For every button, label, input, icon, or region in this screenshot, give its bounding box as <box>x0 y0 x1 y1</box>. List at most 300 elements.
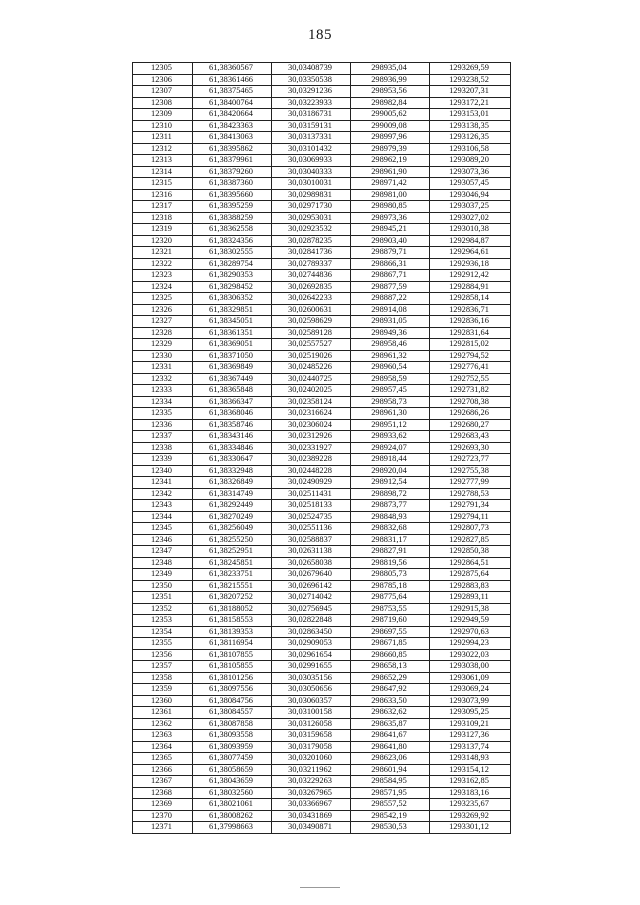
latitude-cell: 61,38207252 <box>193 592 272 604</box>
y-coordinate-cell: 1293269,92 <box>430 810 511 822</box>
longitude-cell: 30,03100158 <box>272 707 351 719</box>
latitude-cell: 61,38289754 <box>193 258 272 270</box>
longitude-cell: 30,03010031 <box>272 178 351 190</box>
point-number-cell: 12339 <box>133 454 193 466</box>
point-number-cell: 12338 <box>133 442 193 454</box>
latitude-cell: 61,38256049 <box>193 523 272 535</box>
longitude-cell: 30,03060357 <box>272 695 351 707</box>
latitude-cell: 61,38334846 <box>193 442 272 454</box>
table-row <box>133 178 511 190</box>
table-row <box>133 293 511 305</box>
table-row <box>133 546 511 558</box>
longitude-cell: 30,02518133 <box>272 500 351 512</box>
point-number-cell: 12329 <box>133 339 193 351</box>
latitude-cell: 61,38302555 <box>193 247 272 259</box>
longitude-cell: 30,02878235 <box>272 235 351 247</box>
y-coordinate-cell: 1292791,34 <box>430 500 511 512</box>
longitude-cell: 30,03035156 <box>272 672 351 684</box>
longitude-cell: 30,03101432 <box>272 143 351 155</box>
y-coordinate-cell: 1292827,85 <box>430 534 511 546</box>
longitude-cell: 30,02589128 <box>272 327 351 339</box>
longitude-cell: 30,02312926 <box>272 431 351 443</box>
latitude-cell: 61,38361351 <box>193 327 272 339</box>
x-coordinate-cell: 298962,19 <box>351 155 430 167</box>
latitude-cell: 61,38387360 <box>193 178 272 190</box>
point-number-cell: 12330 <box>133 350 193 362</box>
point-number-cell: 12310 <box>133 120 193 132</box>
x-coordinate-cell: 298935,04 <box>351 63 430 75</box>
x-coordinate-cell: 298958,59 <box>351 373 430 385</box>
table-row <box>133 626 511 638</box>
x-coordinate-cell: 298973,36 <box>351 212 430 224</box>
table-row <box>133 776 511 788</box>
latitude-cell: 61,38139353 <box>193 626 272 638</box>
point-number-cell: 12320 <box>133 235 193 247</box>
point-number-cell: 12323 <box>133 270 193 282</box>
point-number-cell: 12307 <box>133 86 193 98</box>
y-coordinate-cell: 1292850,38 <box>430 546 511 558</box>
point-number-cell: 12362 <box>133 718 193 730</box>
y-coordinate-cell: 1292686,26 <box>430 408 511 420</box>
longitude-cell: 30,02389228 <box>272 454 351 466</box>
y-coordinate-cell: 1293269,59 <box>430 63 511 75</box>
latitude-cell: 61,38245851 <box>193 557 272 569</box>
table-row <box>133 534 511 546</box>
latitude-cell: 61,38379961 <box>193 155 272 167</box>
latitude-cell: 61,38292449 <box>193 500 272 512</box>
table-row <box>133 557 511 569</box>
table-row <box>133 155 511 167</box>
latitude-cell: 61,38420664 <box>193 109 272 121</box>
latitude-cell: 61,38008262 <box>193 810 272 822</box>
x-coordinate-cell: 298912,54 <box>351 477 430 489</box>
point-number-cell: 12341 <box>133 477 193 489</box>
y-coordinate-cell: 1293301,12 <box>430 822 511 834</box>
table-row <box>133 615 511 627</box>
y-coordinate-cell: 1292893,11 <box>430 592 511 604</box>
table-row <box>133 120 511 132</box>
point-number-cell: 12352 <box>133 603 193 615</box>
table-row <box>133 787 511 799</box>
latitude-cell: 61,38298452 <box>193 281 272 293</box>
table-row <box>133 431 511 443</box>
x-coordinate-cell: 298887,22 <box>351 293 430 305</box>
y-coordinate-cell: 1293061,09 <box>430 672 511 684</box>
point-number-cell: 12325 <box>133 293 193 305</box>
longitude-cell: 30,02679640 <box>272 569 351 581</box>
longitude-cell: 30,02358124 <box>272 396 351 408</box>
longitude-cell: 30,02642233 <box>272 293 351 305</box>
table-row <box>133 649 511 661</box>
point-number-cell: 12327 <box>133 316 193 328</box>
point-number-cell: 12314 <box>133 166 193 178</box>
latitude-cell: 61,38233751 <box>193 569 272 581</box>
y-coordinate-cell: 1293126,35 <box>430 132 511 144</box>
y-coordinate-cell: 1293127,36 <box>430 730 511 742</box>
y-coordinate-cell: 1293069,24 <box>430 684 511 696</box>
x-coordinate-cell: 298961,90 <box>351 166 430 178</box>
x-coordinate-cell: 298957,45 <box>351 385 430 397</box>
y-coordinate-cell: 1293154,12 <box>430 764 511 776</box>
latitude-cell: 61,38087858 <box>193 718 272 730</box>
table-row <box>133 603 511 615</box>
point-number-cell: 12367 <box>133 776 193 788</box>
table-row <box>133 638 511 650</box>
y-coordinate-cell: 1293095,25 <box>430 707 511 719</box>
table-row <box>133 270 511 282</box>
table-row <box>133 339 511 351</box>
longitude-cell: 30,02923532 <box>272 224 351 236</box>
longitude-cell: 30,02598629 <box>272 316 351 328</box>
y-coordinate-cell: 1293046,94 <box>430 189 511 201</box>
table-row <box>133 569 511 581</box>
y-coordinate-cell: 1293172,21 <box>430 97 511 109</box>
y-coordinate-cell: 1293207,31 <box>430 86 511 98</box>
x-coordinate-cell: 298951,12 <box>351 419 430 431</box>
longitude-cell: 30,03366967 <box>272 799 351 811</box>
latitude-cell: 61,38306352 <box>193 293 272 305</box>
table-row <box>133 511 511 523</box>
y-coordinate-cell: 1293073,36 <box>430 166 511 178</box>
y-coordinate-cell: 1293057,45 <box>430 178 511 190</box>
x-coordinate-cell: 298832,68 <box>351 523 430 535</box>
y-coordinate-cell: 1292794,11 <box>430 511 511 523</box>
table-row <box>133 235 511 247</box>
table-row <box>133 166 511 178</box>
y-coordinate-cell: 1293162,85 <box>430 776 511 788</box>
latitude-cell: 61,38371050 <box>193 350 272 362</box>
y-coordinate-cell: 1292836,16 <box>430 316 511 328</box>
latitude-cell: 61,38105855 <box>193 661 272 673</box>
x-coordinate-cell: 298623,06 <box>351 753 430 765</box>
point-number-cell: 12349 <box>133 569 193 581</box>
longitude-cell: 30,02744836 <box>272 270 351 282</box>
table-row <box>133 442 511 454</box>
y-coordinate-cell: 1292777,99 <box>430 477 511 489</box>
y-coordinate-cell: 1293022,03 <box>430 649 511 661</box>
latitude-cell: 61,38093558 <box>193 730 272 742</box>
longitude-cell: 30,02714042 <box>272 592 351 604</box>
longitude-cell: 30,02789337 <box>272 258 351 270</box>
latitude-cell: 61,38252951 <box>193 546 272 558</box>
table-row <box>133 74 511 86</box>
y-coordinate-cell: 1292693,30 <box>430 442 511 454</box>
x-coordinate-cell: 298641,67 <box>351 730 430 742</box>
longitude-cell: 30,02600631 <box>272 304 351 316</box>
point-number-cell: 12366 <box>133 764 193 776</box>
longitude-cell: 30,02448228 <box>272 465 351 477</box>
y-coordinate-cell: 1292994,23 <box>430 638 511 650</box>
table-row <box>133 143 511 155</box>
longitude-cell: 30,03350538 <box>272 74 351 86</box>
table-row <box>133 707 511 719</box>
page-number: 185 <box>308 27 332 43</box>
point-number-cell: 12343 <box>133 500 193 512</box>
y-coordinate-cell: 1292936,18 <box>430 258 511 270</box>
x-coordinate-cell: 298961,30 <box>351 408 430 420</box>
y-coordinate-cell: 1292970,63 <box>430 626 511 638</box>
point-number-cell: 12322 <box>133 258 193 270</box>
longitude-cell: 30,02485226 <box>272 362 351 374</box>
point-number-cell: 12353 <box>133 615 193 627</box>
y-coordinate-cell: 1292875,64 <box>430 569 511 581</box>
longitude-cell: 30,02909053 <box>272 638 351 650</box>
y-coordinate-cell: 1292949,59 <box>430 615 511 627</box>
table-row <box>133 385 511 397</box>
y-coordinate-cell: 1293183,16 <box>430 787 511 799</box>
y-coordinate-cell: 1292864,51 <box>430 557 511 569</box>
longitude-cell: 30,03229263 <box>272 776 351 788</box>
x-coordinate-cell: 298584,95 <box>351 776 430 788</box>
latitude-cell: 61,38215551 <box>193 580 272 592</box>
latitude-cell: 61,38116954 <box>193 638 272 650</box>
x-coordinate-cell: 298936,99 <box>351 74 430 86</box>
x-coordinate-cell: 298660,85 <box>351 649 430 661</box>
latitude-cell: 61,38362558 <box>193 224 272 236</box>
x-coordinate-cell: 298958,73 <box>351 396 430 408</box>
x-coordinate-cell: 298601,94 <box>351 764 430 776</box>
x-coordinate-cell: 299005,62 <box>351 109 430 121</box>
point-number-cell: 12361 <box>133 707 193 719</box>
table-row <box>133 212 511 224</box>
longitude-cell: 30,02524735 <box>272 511 351 523</box>
point-number-cell: 12306 <box>133 74 193 86</box>
longitude-cell: 30,02631138 <box>272 546 351 558</box>
y-coordinate-cell: 1293089,20 <box>430 155 511 167</box>
latitude-cell: 61,38388259 <box>193 212 272 224</box>
point-number-cell: 12337 <box>133 431 193 443</box>
x-coordinate-cell: 298924,07 <box>351 442 430 454</box>
latitude-cell: 61,38365848 <box>193 385 272 397</box>
longitude-cell: 30,03291236 <box>272 86 351 98</box>
x-coordinate-cell: 298945,21 <box>351 224 430 236</box>
table-row <box>133 362 511 374</box>
longitude-cell: 30,03431869 <box>272 810 351 822</box>
x-coordinate-cell: 298753,55 <box>351 603 430 615</box>
table-row <box>133 810 511 822</box>
x-coordinate-cell: 298827,91 <box>351 546 430 558</box>
latitude-cell: 61,38290353 <box>193 270 272 282</box>
x-coordinate-cell: 298971,42 <box>351 178 430 190</box>
table-row <box>133 684 511 696</box>
x-coordinate-cell: 298848,93 <box>351 511 430 523</box>
latitude-cell: 61,38395862 <box>193 143 272 155</box>
table-row <box>133 316 511 328</box>
longitude-cell: 30,02511431 <box>272 488 351 500</box>
table-row <box>133 63 511 75</box>
latitude-cell: 61,38368046 <box>193 408 272 420</box>
x-coordinate-cell: 298903,40 <box>351 235 430 247</box>
x-coordinate-cell: 298641,80 <box>351 741 430 753</box>
longitude-cell: 30,03137331 <box>272 132 351 144</box>
x-coordinate-cell: 298831,17 <box>351 534 430 546</box>
point-number-cell: 12370 <box>133 810 193 822</box>
longitude-cell: 30,02696142 <box>272 580 351 592</box>
latitude-cell: 61,38369849 <box>193 362 272 374</box>
y-coordinate-cell: 1292794,52 <box>430 350 511 362</box>
latitude-cell: 61,38329851 <box>193 304 272 316</box>
x-coordinate-cell: 298931,05 <box>351 316 430 328</box>
point-number-cell: 12345 <box>133 523 193 535</box>
point-number-cell: 12335 <box>133 408 193 420</box>
longitude-cell: 30,02331927 <box>272 442 351 454</box>
latitude-cell: 61,38077459 <box>193 753 272 765</box>
longitude-cell: 30,03201060 <box>272 753 351 765</box>
table-row <box>133 419 511 431</box>
y-coordinate-cell: 1293153,01 <box>430 109 511 121</box>
x-coordinate-cell: 298571,95 <box>351 787 430 799</box>
point-number-cell: 12321 <box>133 247 193 259</box>
point-number-cell: 12356 <box>133 649 193 661</box>
latitude-cell: 61,38043659 <box>193 776 272 788</box>
table-row <box>133 523 511 535</box>
y-coordinate-cell: 1292815,02 <box>430 339 511 351</box>
y-coordinate-cell: 1292776,41 <box>430 362 511 374</box>
table-row <box>133 224 511 236</box>
latitude-cell: 61,38021061 <box>193 799 272 811</box>
table-row <box>133 247 511 259</box>
x-coordinate-cell: 298873,77 <box>351 500 430 512</box>
table-row <box>133 718 511 730</box>
point-number-cell: 12316 <box>133 189 193 201</box>
table-row <box>133 500 511 512</box>
point-number-cell: 12326 <box>133 304 193 316</box>
table-row <box>133 488 511 500</box>
longitude-cell: 30,03069933 <box>272 155 351 167</box>
table-row <box>133 350 511 362</box>
longitude-cell: 30,03126058 <box>272 718 351 730</box>
table-row <box>133 741 511 753</box>
longitude-cell: 30,03490871 <box>272 822 351 834</box>
point-number-cell: 12369 <box>133 799 193 811</box>
y-coordinate-cell: 1292858,14 <box>430 293 511 305</box>
x-coordinate-cell: 298785,18 <box>351 580 430 592</box>
y-coordinate-cell: 1292964,61 <box>430 247 511 259</box>
longitude-cell: 30,02316624 <box>272 408 351 420</box>
y-coordinate-cell: 1293038,00 <box>430 661 511 673</box>
y-coordinate-cell: 1292680,27 <box>430 419 511 431</box>
x-coordinate-cell: 298918,44 <box>351 454 430 466</box>
x-coordinate-cell: 298719,60 <box>351 615 430 627</box>
point-number-cell: 12313 <box>133 155 193 167</box>
longitude-cell: 30,02440725 <box>272 373 351 385</box>
point-number-cell: 12317 <box>133 201 193 213</box>
coordinates-table <box>132 62 511 834</box>
table-row <box>133 592 511 604</box>
point-number-cell: 12355 <box>133 638 193 650</box>
latitude-cell: 61,37998663 <box>193 822 272 834</box>
x-coordinate-cell: 298530,53 <box>351 822 430 834</box>
y-coordinate-cell: 1293148,93 <box>430 753 511 765</box>
point-number-cell: 12354 <box>133 626 193 638</box>
latitude-cell: 61,38101256 <box>193 672 272 684</box>
table-row <box>133 465 511 477</box>
point-number-cell: 12319 <box>133 224 193 236</box>
latitude-cell: 61,38084557 <box>193 707 272 719</box>
table-row <box>133 672 511 684</box>
longitude-cell: 30,03179058 <box>272 741 351 753</box>
latitude-cell: 61,38107855 <box>193 649 272 661</box>
x-coordinate-cell: 298958,46 <box>351 339 430 351</box>
y-coordinate-cell: 1292752,55 <box>430 373 511 385</box>
x-coordinate-cell: 298632,62 <box>351 707 430 719</box>
point-number-cell: 12312 <box>133 143 193 155</box>
latitude-cell: 61,38369051 <box>193 339 272 351</box>
y-coordinate-cell: 1293138,35 <box>430 120 511 132</box>
x-coordinate-cell: 298557,52 <box>351 799 430 811</box>
point-number-cell: 12364 <box>133 741 193 753</box>
y-coordinate-cell: 1293106,58 <box>430 143 511 155</box>
longitude-cell: 30,03159131 <box>272 120 351 132</box>
latitude-cell: 61,38032560 <box>193 787 272 799</box>
point-number-cell: 12368 <box>133 787 193 799</box>
x-coordinate-cell: 298542,19 <box>351 810 430 822</box>
point-number-cell: 12344 <box>133 511 193 523</box>
y-coordinate-cell: 1292831,64 <box>430 327 511 339</box>
point-number-cell: 12308 <box>133 97 193 109</box>
y-coordinate-cell: 1292984,87 <box>430 235 511 247</box>
table-row <box>133 258 511 270</box>
y-coordinate-cell: 1292883,83 <box>430 580 511 592</box>
latitude-cell: 61,38360567 <box>193 63 272 75</box>
x-coordinate-cell: 298635,87 <box>351 718 430 730</box>
longitude-cell: 30,02557527 <box>272 339 351 351</box>
x-coordinate-cell: 298997,96 <box>351 132 430 144</box>
point-number-cell: 12305 <box>133 63 193 75</box>
table-row <box>133 580 511 592</box>
latitude-cell: 61,38158553 <box>193 615 272 627</box>
longitude-cell: 30,02989831 <box>272 189 351 201</box>
latitude-cell: 61,38400764 <box>193 97 272 109</box>
latitude-cell: 61,38423363 <box>193 120 272 132</box>
y-coordinate-cell: 1293010,38 <box>430 224 511 236</box>
x-coordinate-cell: 298981,00 <box>351 189 430 201</box>
x-coordinate-cell: 298633,50 <box>351 695 430 707</box>
table-row <box>133 132 511 144</box>
point-number-cell: 12311 <box>133 132 193 144</box>
table-row <box>133 408 511 420</box>
x-coordinate-cell: 298982,84 <box>351 97 430 109</box>
x-coordinate-cell: 298960,54 <box>351 362 430 374</box>
point-number-cell: 12336 <box>133 419 193 431</box>
x-coordinate-cell: 298819,56 <box>351 557 430 569</box>
table-row <box>133 327 511 339</box>
table-row <box>133 753 511 765</box>
x-coordinate-cell: 298652,29 <box>351 672 430 684</box>
latitude-cell: 61,38097556 <box>193 684 272 696</box>
longitude-cell: 30,02822848 <box>272 615 351 627</box>
latitude-cell: 61,38188052 <box>193 603 272 615</box>
x-coordinate-cell: 298697,55 <box>351 626 430 638</box>
longitude-cell: 30,03267965 <box>272 787 351 799</box>
latitude-cell: 61,38314749 <box>193 488 272 500</box>
point-number-cell: 12315 <box>133 178 193 190</box>
x-coordinate-cell: 298979,39 <box>351 143 430 155</box>
longitude-cell: 30,02991655 <box>272 661 351 673</box>
y-coordinate-cell: 1292708,38 <box>430 396 511 408</box>
longitude-cell: 30,02658038 <box>272 557 351 569</box>
latitude-cell: 61,38413063 <box>193 132 272 144</box>
point-number-cell: 12333 <box>133 385 193 397</box>
y-coordinate-cell: 1293137,74 <box>430 741 511 753</box>
latitude-cell: 61,38326849 <box>193 477 272 489</box>
point-number-cell: 12357 <box>133 661 193 673</box>
point-number-cell: 12348 <box>133 557 193 569</box>
x-coordinate-cell: 298877,59 <box>351 281 430 293</box>
latitude-cell: 61,38324356 <box>193 235 272 247</box>
point-number-cell: 12332 <box>133 373 193 385</box>
x-coordinate-cell: 298980,85 <box>351 201 430 213</box>
